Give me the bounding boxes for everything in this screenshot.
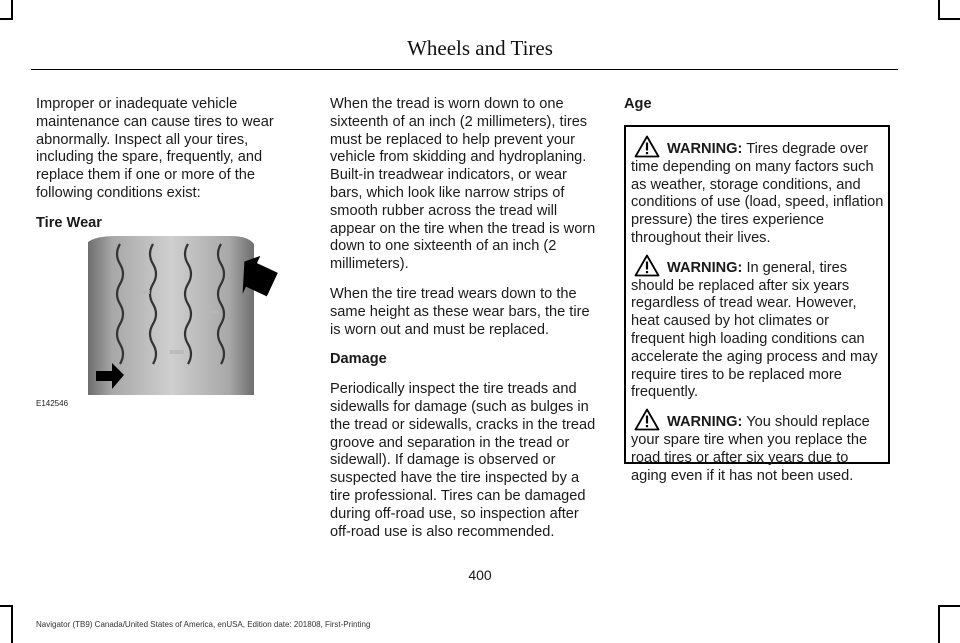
crop-mark [938, 605, 940, 643]
warning-box [624, 125, 890, 484]
warning-label: WARNING: [667, 141, 743, 157]
heading-damage: Damage [330, 351, 387, 368]
page-title: Wheels and Tires [407, 36, 553, 60]
page-number: 400 [468, 567, 492, 583]
warning-text: You should replace your spare tire when you replace the road tires or after six years due to aging even if it has not been used. [631, 414, 870, 484]
warning-3 [631, 414, 884, 485]
heading-tire-wear: Tire Wear [36, 214, 102, 231]
warning-2 [631, 260, 884, 402]
crop-mark [938, 18, 960, 20]
column-right [624, 96, 894, 126]
damage-paragraph: Periodically inspect the tire treads and sidewalls for damage (such as bulges in the tread or sidewalls, cracks in the tread groove and separation in the tread or sidewall). If damage is observed or suspected have the tire inspected by a tire professional. Tires can be damaged during off-road use, so inspection after off-road use is also recommended. [330, 381, 596, 540]
column-left [36, 96, 292, 245]
column-middle [330, 96, 602, 553]
tread-paragraph: When the tread is worn down to one sixteenth of an inch (2 millimeters), tires must be replaced to help prevent your vehicle from skidding and hydroplaning. Built-in treadwear indicators, or wear bars, which look like narrow strips of smooth rubber across the tread will appear on the tire when the tread is worn down to one sixteenth of an inch (2 millimeters). [330, 96, 596, 273]
crop-mark [11, 605, 13, 643]
intro-paragraph: Improper or inadequate vehicle maintenance can cause tires to wear abnormally. Inspect all your tires, including the spare, frequently, and replace them if one or more of the following conditions exist: [36, 96, 274, 201]
warning-1 [631, 141, 884, 248]
crop-mark [0, 605, 13, 607]
warning-triangle-icon [634, 135, 660, 158]
warning-text: Tires degrade over time depending on many factors such as weather, storage conditions, and conditions of use (load, speed, inflation pressure) the tires experience throughout their lives. [631, 141, 884, 246]
footer-edition-text: Navigator (TB9) Canada/United States of America, enUSA, Edition date: 201808, First-Printing [36, 620, 371, 629]
warning-triangle-icon [634, 254, 660, 277]
tire-wear-figure [36, 230, 292, 410]
wear-bar-paragraph: When the tire tread wears down to the same height as these wear bars, the tire is worn out and must be replaced. [330, 285, 590, 338]
tire-tread-illustration [36, 230, 292, 410]
warning-label: WARNING: [667, 414, 743, 431]
figure-code: E142546 [36, 399, 69, 408]
header-divider [31, 69, 898, 70]
warning-triangle-icon [634, 408, 660, 431]
crop-mark [11, 0, 13, 20]
crop-mark [938, 0, 940, 20]
crop-mark [0, 18, 13, 20]
crop-mark [938, 605, 960, 607]
warning-label: WARNING: [667, 259, 743, 276]
heading-age: Age [624, 96, 652, 112]
warning-text: In general, tires should be replaced after six years regardless of tread wear. However, heat caused by hot climates or frequent high loading conditions can accelerate the aging process and may require tires to be replaced more frequently. [631, 259, 878, 401]
